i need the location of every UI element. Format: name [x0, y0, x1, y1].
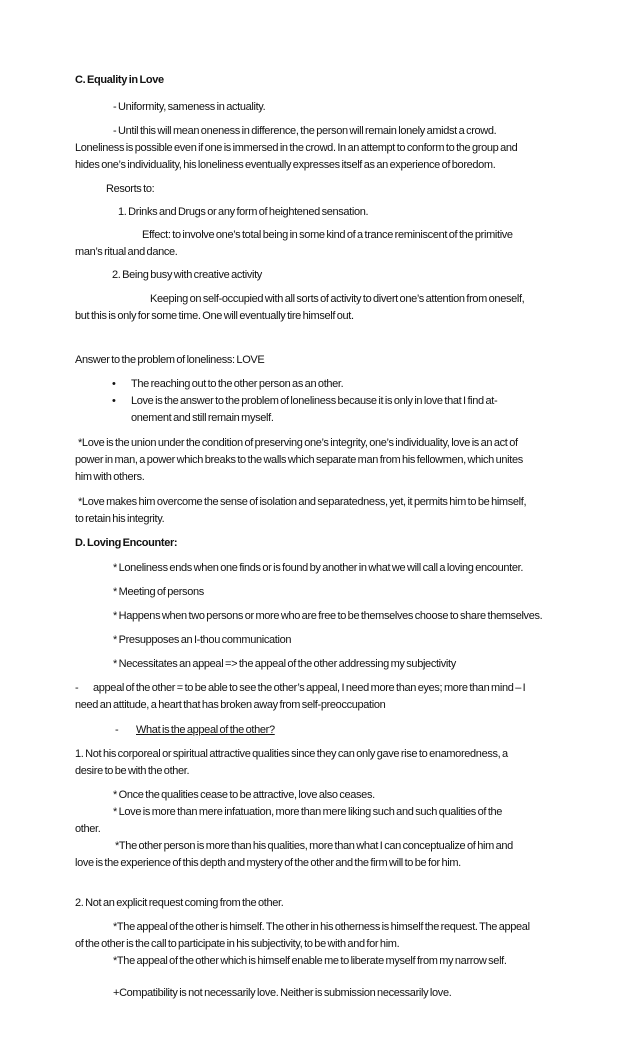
appeal-liberate: *The appeal of the other which is himself enable me to liberate myself from my narrow self.	[113, 955, 507, 967]
not-qualities-line-2: desire to be with the other.	[75, 765, 190, 777]
not-qualities-line-1: 1. Not his corporeal or spiritual attractive qualities since they can only gave rise to enamoredness, a	[75, 748, 508, 760]
answer-bullet-2: Love is the answer to the problem of loneliness because it is only in love that I find at-	[131, 395, 498, 407]
resort-effect-line-2: man’s ritual and dance.	[75, 246, 178, 258]
bullet-glyph: •	[112, 378, 116, 390]
other-person-line-1: *The other person is more than his qualities, more than what I can conceptualize of him and	[115, 840, 513, 852]
appeal-dash: -	[75, 682, 79, 694]
question-dash: -	[115, 724, 119, 736]
resort-busy-activity: 2. Being busy with creative activity	[112, 269, 262, 281]
encounter-item-2: * Meeting of persons	[113, 586, 204, 598]
resort-drinks-drugs: 1. Drinks and Drugs or any form of heightened sensation.	[118, 206, 369, 218]
point-uniformity: - Uniformity, sameness in actuality.	[113, 101, 266, 113]
answer-bullet-1: The reaching out to the other person as an other.	[131, 378, 344, 390]
encounter-item-1: * Loneliness ends when one finds or is found by another in what we will call a loving encounter.	[113, 562, 524, 574]
other-person-line-2: love is the experience of this depth and mystery of the other and the firm will to be for him.	[75, 857, 461, 869]
appeal-line-1: appeal of the other = to be able to see the other’s appeal, I need more than eyes; more than mind – I	[93, 682, 526, 694]
appeal-line-2: need an attitude, a heart that has broken away from self-preoccupation	[75, 699, 386, 711]
love-overcome-line-1: *Love makes him overcome the sense of isolation and separatedness, yet, it permits him to be himself,	[78, 496, 527, 508]
resort-busy-line-1: Keeping on self-occupied with all sorts of activity to divert one’s attention from oneself,	[150, 293, 525, 305]
question-appeal-of-other: What is the appeal of the other?	[136, 724, 275, 736]
not-explicit-request: 2. Not an explicit request coming from the other.	[75, 897, 284, 909]
encounter-item-3: * Happens when two persons or more who are free to be themselves choose to share themselves.	[113, 610, 543, 622]
heading-loving-encounter: D. Loving Encounter:	[75, 537, 178, 549]
qualities-cease: * Once the qualities cease to be attractive, love also ceases.	[113, 789, 375, 801]
bullet-glyph: •	[112, 395, 116, 407]
point-oneness-line-3: hides one’s individuality, his loneliness eventually expresses itself as an experience of boredom.	[75, 159, 496, 171]
more-than-infatuation-cont: other.	[75, 823, 101, 835]
more-than-infatuation: * Love is more than mere infatuation, more than mere liking such and such qualities of the	[113, 806, 503, 818]
resorts-label: Resorts to:	[106, 183, 155, 195]
love-union-line-1: *Love is the union under the condition of preserving one’s integrity, one’s individuality, love is an act of	[78, 437, 518, 449]
resort-busy-line-2: but this is only for some time. One will eventually tire himself out.	[75, 310, 354, 322]
love-union-line-3: him with others.	[75, 471, 145, 483]
point-oneness-line-2: Loneliness is possible even if one is immersed in the crowd. In an attempt to conform to the group and	[75, 142, 518, 154]
point-oneness-line-1: - Until this will mean oneness in difference, the person will remain lonely amidst a crowd.	[113, 125, 497, 137]
love-overcome-line-2: to retain his integrity.	[75, 513, 165, 525]
appeal-himself-line-2: of the other is the call to participate in his subjectivity, to be with and for him.	[75, 938, 400, 950]
compatibility-note: +Compatibility is not necessarily love. Neither is submission necessarily love.	[113, 987, 452, 999]
answer-love-label: Answer to the problem of loneliness: LOVE	[75, 354, 265, 366]
heading-equality-in-love: C. Equality in Love	[75, 74, 164, 86]
encounter-item-5: * Necessitates an appeal => the appeal of the other addressing my subjectivity	[113, 658, 456, 670]
love-union-line-2: power in man, a power which breaks to the walls which separate man from his fellowmen, which unites	[75, 454, 523, 466]
resort-effect-line-1: Effect: to involve one’s total being in some kind of a trance reminiscent of the primitive	[142, 229, 513, 241]
answer-bullet-2-cont: onement and still remain myself.	[131, 412, 274, 424]
encounter-item-4: * Presupposes an I-thou communication	[113, 634, 292, 646]
appeal-himself-line-1: *The appeal of the other is himself. The other in his otherness is himself the request. The appeal	[113, 921, 530, 933]
